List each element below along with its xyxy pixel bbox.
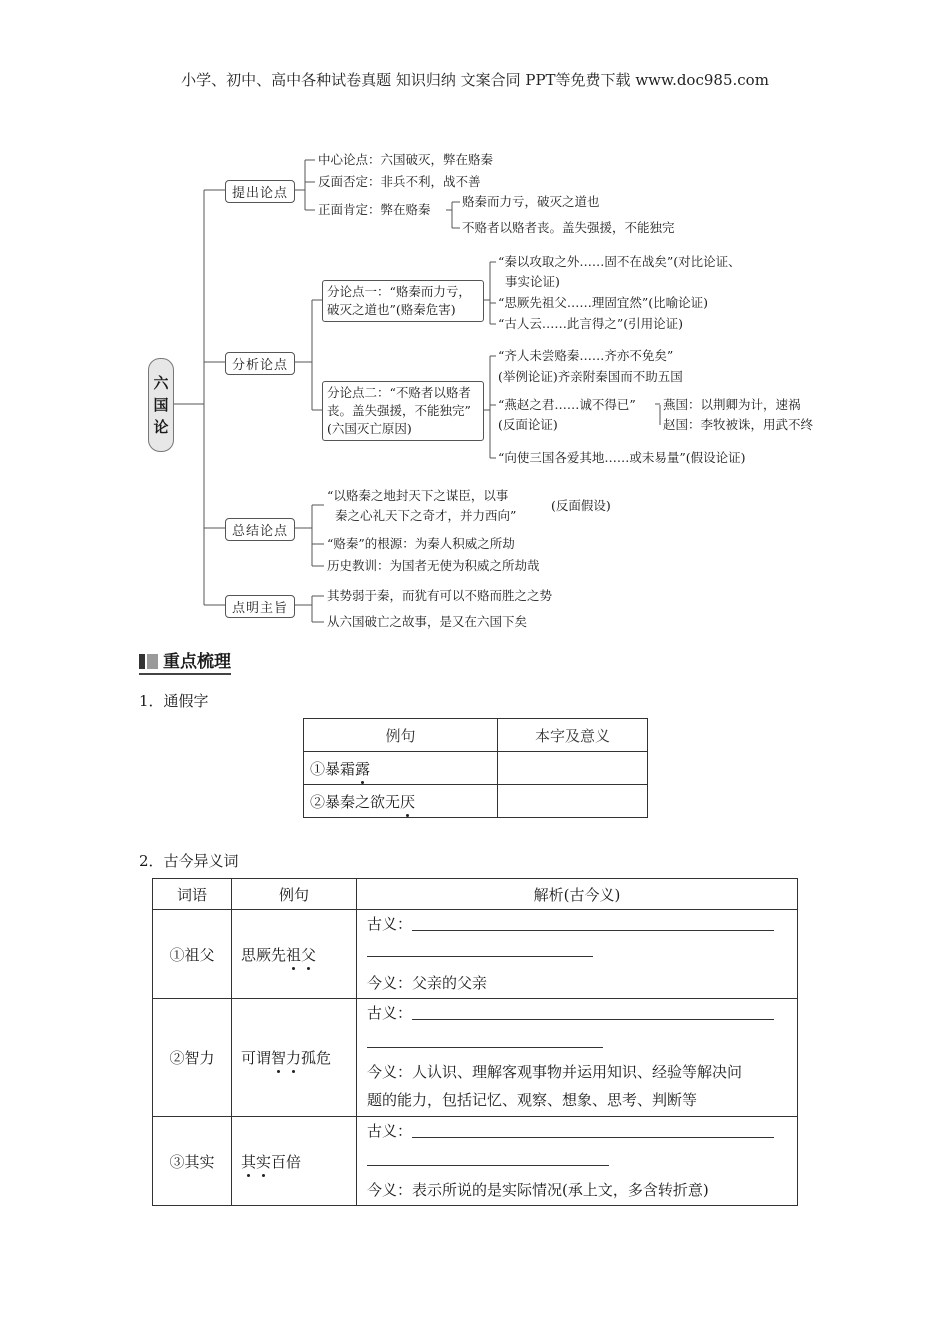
branch-node-propose: 提出论点 bbox=[225, 180, 295, 203]
subpoint-2-item-2b: (反面论证) bbox=[498, 417, 558, 432]
summary-line-1: “以赂秦之地封天下之谋臣，以事 bbox=[327, 488, 509, 503]
section-bar-icon-2 bbox=[147, 654, 158, 669]
q1-row-1-dotted: 露 bbox=[355, 759, 371, 778]
q2-row-2-ex-pre: 可谓 bbox=[241, 1049, 272, 1067]
q1-row-1-answer[interactable] bbox=[498, 752, 648, 785]
q2-row-1-ex-pre: 思厥先 bbox=[241, 945, 287, 964]
branch-node-summarize: 总结论点 bbox=[225, 518, 295, 541]
subpoint-1-box bbox=[322, 280, 484, 322]
subpoint-2-item-3: “向使三国各爱其地……或未易量”(假设论证) bbox=[498, 450, 746, 465]
gujin-table bbox=[152, 878, 798, 1206]
negative-argument: 反面否定：非兵不利，战不善 bbox=[318, 174, 481, 189]
tongjia-table bbox=[303, 718, 648, 818]
q2-row-1-analysis bbox=[357, 910, 798, 999]
q2-row-3-dot1: 其 bbox=[241, 1152, 257, 1171]
q2-row-2-blank-1[interactable] bbox=[412, 1005, 774, 1020]
subpoint-1-item-3: “古人云……此言得之”(引用论证) bbox=[498, 316, 684, 331]
q1-header-meaning: 本字及意义 bbox=[498, 719, 648, 752]
q2-row-3-dot2: 实 bbox=[256, 1152, 272, 1171]
q1-row-1-pre: ①暴霜 bbox=[310, 759, 356, 778]
positive-sub-2: 不赂者以赂者丧。盖失强援，不能独完 bbox=[462, 220, 675, 235]
q2-row-2-jin: 今义：人认识、理解客观事物并运用知识、经验等解决问 bbox=[367, 1063, 743, 1081]
subpoint-1-item-2: “思厥先祖父……理固宜然”(比喻论证) bbox=[498, 295, 709, 310]
q2-row-2-ex-post: 孤危 bbox=[301, 1049, 332, 1067]
q1-title: 1．通假字 bbox=[139, 692, 209, 710]
q2-row-3-ex-post: 百倍 bbox=[271, 1152, 302, 1171]
subpoint-1-item-1: “秦以攻取之外……固不在战矣”(对比论证、 bbox=[498, 254, 741, 269]
q2-row-3-gu: 古义： bbox=[367, 1122, 413, 1140]
q2-row-2-jin2: 题的能力，包括记忆、观察、想象、思考、判断等 bbox=[367, 1091, 698, 1109]
q2-header-word: 词语 bbox=[153, 879, 232, 910]
q2-row-2-blank-2[interactable] bbox=[367, 1033, 603, 1048]
subpoint-2-item-2: “燕赵之君……诚不得已” bbox=[498, 397, 636, 412]
q2-row-2-dot2: 力 bbox=[286, 1049, 302, 1067]
q2-row-1-word: ①祖父 bbox=[153, 910, 232, 999]
subpoint-2-line2: 丧。盖失强援，不能独完” bbox=[327, 403, 471, 418]
q1-row-2-dotted: 厌 bbox=[400, 792, 416, 811]
subpoint-1-line2: 破灭之道也”(赂秦危害) bbox=[327, 302, 456, 317]
subpoint-2-item-1: “齐人未尝赂秦……齐亦不免矣” bbox=[498, 348, 674, 363]
q1-row-2-example bbox=[304, 785, 498, 818]
q2-row-1-gu: 古义： bbox=[367, 915, 413, 933]
q2-row-1-dot2: 父 bbox=[301, 945, 317, 964]
subpoint-2-box bbox=[322, 381, 484, 441]
q2-row-1-dot1: 祖 bbox=[286, 945, 302, 964]
q2-row-3-jin: 今义：表示所说的是实际情况(承上文，多含转折意) bbox=[367, 1181, 709, 1199]
zhao-state: 赵国：李牧被诛，用武不终 bbox=[663, 417, 814, 432]
mindmap-root bbox=[148, 358, 174, 452]
summary-line-3: “赂秦”的根源：为秦人积威之所劫 bbox=[327, 536, 515, 551]
q2-header-analysis: 解析(古今义) bbox=[357, 879, 798, 910]
yan-state: 燕国：以荆卿为计，速祸 bbox=[663, 397, 801, 412]
subpoint-1-item-1b: 事实论证) bbox=[505, 274, 560, 289]
branch-node-analyze: 分析论点 bbox=[225, 352, 295, 375]
theme-line-2: 从六国破亡之故事，是又在六国下矣 bbox=[327, 614, 528, 629]
theme-line-1: 其势弱于秦，而犹有可以不赂而胜之之势 bbox=[327, 588, 553, 603]
positive-sub-1: 赂秦而力亏，破灭之道也 bbox=[462, 194, 600, 209]
q2-row-2-gu: 古义： bbox=[367, 1004, 413, 1022]
subpoint-1-line1: 分论点一：“赂秦而力亏， bbox=[327, 284, 471, 299]
summary-line-4: 历史教训：为国者无使为积威之所劫哉 bbox=[327, 558, 540, 573]
subpoint-2-line1: 分论点二：“不赂者以赂者 bbox=[327, 385, 471, 400]
q2-row-3-word: ③其实 bbox=[153, 1117, 232, 1206]
q1-row-2-answer[interactable] bbox=[498, 785, 648, 818]
q1-row-1-example bbox=[304, 752, 498, 785]
summary-note: (反面假设) bbox=[551, 498, 611, 513]
subpoint-2-item-1b: (举例论证)齐亲附秦国而不助五国 bbox=[498, 369, 683, 384]
q2-row-2-example bbox=[232, 999, 357, 1117]
section-bar-icon bbox=[139, 654, 145, 669]
root-char-1: 六 bbox=[153, 374, 169, 392]
section-title-text: 重点梳理 bbox=[163, 652, 231, 672]
root-char-2: 国 bbox=[153, 396, 169, 414]
q2-row-3-blank-2[interactable] bbox=[367, 1151, 609, 1166]
central-argument: 中心论点：六国破灭，弊在赂秦 bbox=[318, 152, 494, 167]
page-header: 小学、初中、高中各种试卷真题 知识归纳 文案合同 PPT等免费下载 www.doc985.com bbox=[181, 71, 769, 89]
q2-row-1-example bbox=[232, 910, 357, 999]
q2-row-2-word: ②智力 bbox=[153, 999, 232, 1117]
q2-row-1-blank-2[interactable] bbox=[367, 942, 593, 957]
summary-line-2: 秦之心礼天下之奇才，并力西向” bbox=[335, 508, 517, 523]
q2-row-1-blank-1[interactable] bbox=[412, 916, 774, 931]
q2-row-3-analysis bbox=[357, 1117, 798, 1206]
q2-header-example: 例句 bbox=[232, 879, 357, 910]
q2-row-3-example bbox=[232, 1117, 357, 1206]
branch-node-theme: 点明主旨 bbox=[225, 595, 295, 618]
positive-argument: 正面肯定：弊在赂秦 bbox=[318, 202, 431, 217]
section-title bbox=[139, 647, 231, 675]
q2-row-3-blank-1[interactable] bbox=[412, 1123, 774, 1138]
q2-row-2-analysis bbox=[357, 999, 798, 1117]
subpoint-2-line3: (六国灭亡原因) bbox=[327, 421, 412, 436]
q2-row-1-jin: 今义：父亲的父亲 bbox=[367, 974, 488, 992]
q2-title: 2．古今异义词 bbox=[139, 852, 239, 870]
q2-row-2-dot1: 智 bbox=[271, 1049, 287, 1067]
q1-header-example: 例句 bbox=[304, 719, 498, 752]
root-char-3: 论 bbox=[153, 418, 169, 436]
q1-row-2-pre: ②暴秦之欲无 bbox=[310, 792, 401, 811]
